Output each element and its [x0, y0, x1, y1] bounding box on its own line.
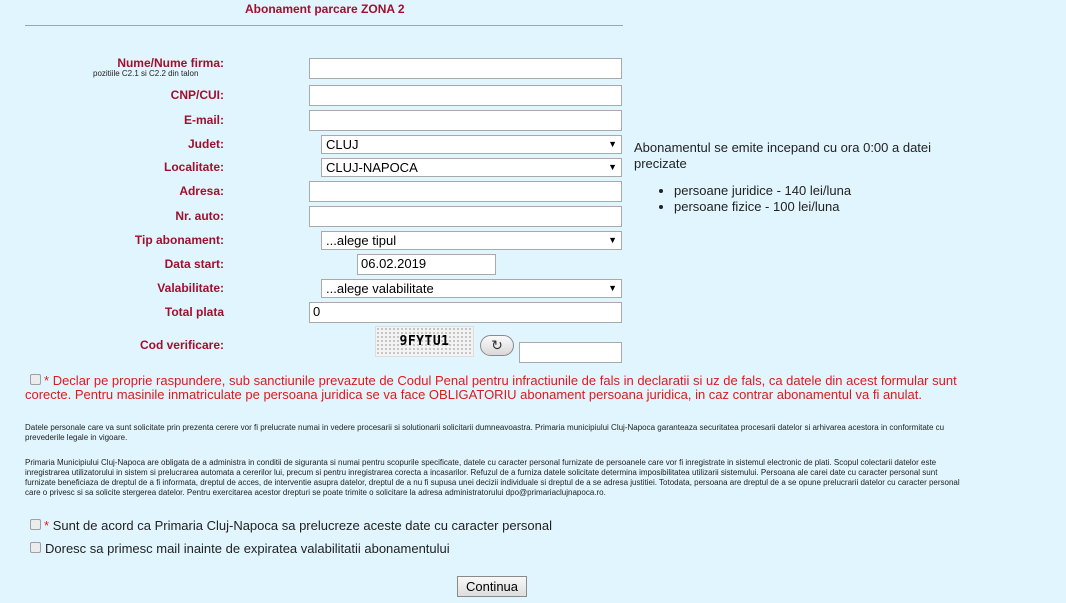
privacy-notice-1: Datele personale care va sunt solicitate prin prezenta cerere vor fi prelucrate numai in vedere procesarii si solutionarii solicitarii dumneavoastra. Primaria municipiului Cluj-Napoca garanteaza securitatea procesarii datelor si arhivarea acestora in conformitate cu prevederile legale in vigoare. — [25, 423, 945, 442]
tip-select[interactable] — [321, 231, 622, 250]
continue-button[interactable]: Continua — [457, 576, 527, 597]
nrauto-label: Nr. auto: — [175, 209, 224, 223]
notify-label: Doresc sa primesc mail inainte de expiratea valabilitatii abonamentului — [45, 541, 450, 556]
name-input[interactable] — [309, 58, 622, 79]
dropdown-arrow-icon: ▼ — [608, 235, 617, 245]
cod-label: Cod verificare: — [139, 338, 224, 352]
price-item: • persoane fizice - 100 lei/luna — [674, 199, 954, 215]
tip-label: Tip abonament: — [134, 233, 224, 247]
judet-select[interactable] — [321, 135, 622, 154]
title-divider — [25, 25, 623, 26]
info-panel — [634, 140, 954, 215]
email-label: E-mail: — [183, 113, 224, 127]
localitate-select[interactable] — [321, 158, 622, 177]
info-text: Abonamentul se emite incepand cu ora 0:00 a datei precizate — [634, 140, 932, 171]
cod-input[interactable] — [519, 342, 622, 363]
cnp-input[interactable] — [309, 85, 622, 106]
captcha-image: 9FYTU1 — [375, 326, 474, 357]
price-list — [634, 183, 954, 215]
page-title: Abonament parcare ZONA 2 — [245, 2, 405, 16]
declaration-body: Declar pe proprie raspundere, sub sanctiunile prevazute de Codul Penal pentru infractiunile de fals in declaratii si uz de fals, ca datele din acest formular sunt corecte. Pentru masinile inmatriculate pe persoana juridica se va face OBLIGATORIU abonament persoana juridica, in caz contrar abonamentul va fi anulat. — [25, 373, 957, 402]
valabilitate-label: Valabilitate: — [157, 281, 224, 295]
valabilitate-select[interactable] — [321, 279, 622, 298]
data-start-input[interactable]: 06.02.2019 — [357, 254, 496, 275]
dropdown-arrow-icon: ▼ — [608, 283, 617, 293]
adresa-input[interactable] — [309, 181, 622, 202]
declaration-text — [25, 374, 960, 402]
adresa-label: Adresa: — [179, 184, 224, 198]
localitate-label: Localitate: — [163, 160, 224, 174]
price-item: • persoane juridice - 140 lei/luna — [674, 183, 954, 199]
agree-checkbox[interactable] — [30, 519, 41, 530]
name-label: Nume/Nume firma: — [117, 56, 224, 70]
privacy-notice-2: Primaria Municipiului Cluj-Napoca are obligata de a administra in conditii de siguranta si numai pentru scopurile specificate, datele cu caracter personal furnizate de persoanele care vor fi inregistrate in sistemul electronic de plati. Scopul colectarii datelor este inregistrarea utilizatorului in sistem si prelucrarea automata a cererilor lui, precum si pentru inregistrarea corecta a incasarilor. Refuzul de a furniza datele solicitate determina imposibilitatea utilizarii sistemului. Persoana ale carei date cu caracter personal sunt furnizate beneficiaza de dreptul de a fi informata, dreptul de acces, de interventie asupra datelor, dreptul de a nu fi supusa unei decizii individuale si dreptul de a se adresa justitiei. Totodata, persoana are dreptul de a se opune prelucrarii datelor cu caracter personal care o privesc si sa solicite stergerea datelor. Pentru exercitarea acestor drepturi se poate trimite o solicitare la adresa administratorului dpo@primariaclujnapoca.ro. — [25, 458, 960, 497]
agree-text: Sunt de acord ca Primaria Cluj-Napoca sa prelucreze aceste date cu caracter personal — [52, 518, 552, 533]
localitate-value: CLUJ-NAPOCA — [326, 160, 418, 175]
dropdown-arrow-icon: ▼ — [608, 139, 617, 149]
nrauto-input[interactable] — [309, 206, 622, 227]
required-asterisk: * — [44, 518, 50, 533]
dropdown-arrow-icon: ▼ — [608, 162, 617, 172]
total-label: Total plata — [164, 305, 224, 319]
tip-value: ...alege tipul — [326, 233, 397, 248]
judet-label: Judet: — [188, 137, 224, 151]
agree-label — [44, 518, 552, 533]
valabilitate-value: ...alege valabilitate — [326, 281, 434, 296]
notify-checkbox[interactable] — [30, 542, 41, 553]
name-sublabel: pozitiile C2.1 si C2.2 din talon — [93, 69, 199, 78]
judet-value: CLUJ — [326, 137, 359, 152]
total-input: 0 — [309, 302, 622, 323]
data-start-label: Data start: — [164, 257, 224, 271]
refresh-icon: ↻ — [491, 337, 503, 353]
cnp-label: CNP/CUI: — [170, 88, 224, 102]
required-asterisk: * — [44, 373, 50, 388]
email-input[interactable] — [309, 110, 622, 131]
refresh-captcha-button[interactable] — [480, 335, 514, 356]
